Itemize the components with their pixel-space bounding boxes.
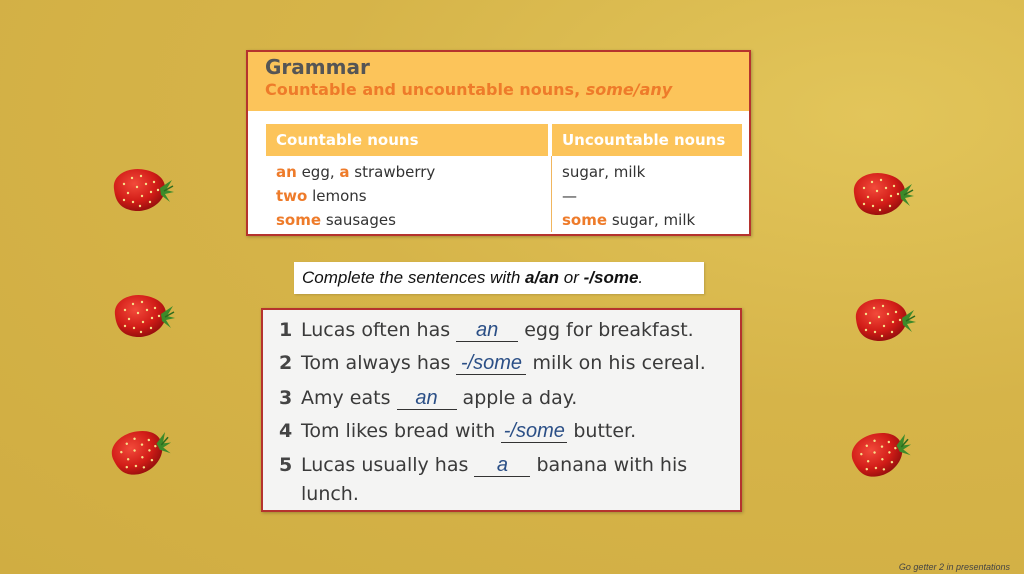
table-body-row [266,156,742,232]
countable-item [276,208,551,232]
grammar-title: Grammar [265,55,370,79]
instruction-part: Complete the sentences with [302,268,526,287]
noun-text: lemons [307,187,367,205]
quantifier-marker: some [562,211,608,229]
grammar-box [246,50,751,236]
strawberry-icon [108,162,174,216]
instruction-text [294,262,704,294]
sentence-text: egg for breakfast. [518,319,694,341]
answer-blank[interactable]: -/some [501,420,567,443]
sentence-text: butter. [567,420,637,442]
sentence-text: Amy eats [301,387,397,409]
uncountable-item: sugar, milk [562,163,646,181]
sentence-text: Tom likes bread with [301,420,502,442]
noun-text: strawberry [349,163,436,181]
exercise-item [279,386,577,410]
answer-blank[interactable]: -/some [456,352,526,375]
answer-blank[interactable]: a [474,454,530,477]
article-marker: a [339,163,350,181]
sentence-text: milk on his cereal. [526,352,706,374]
countable-item [276,160,551,184]
instruction-option: -/some [583,268,639,287]
nouns-table [266,124,742,232]
countable-item [276,184,551,208]
strawberry-icon [109,288,175,342]
exercise-item [279,419,636,443]
instruction-part: . [638,268,644,287]
countable-column [266,156,552,232]
sentence-text: banana with his [530,454,688,476]
noun-text: sausages [321,211,396,229]
sentence-text: Lucas often has [301,319,457,341]
answer-blank[interactable]: an [397,387,457,410]
uncountable-item: — [562,187,577,205]
exercise-item-continuation [279,482,359,506]
sentence-text: apple a day. [456,387,578,409]
item-number: 2 [279,352,293,374]
footer-credit: Go getter 2 in presentations [898,562,1010,572]
noun-text: egg, [296,163,340,181]
article-marker: an [276,163,297,181]
exercise-box [261,308,742,512]
noun-text: sugar, milk [607,211,696,229]
item-number: 4 [279,420,293,442]
sentence-text: lunch. [301,483,359,505]
exercise-item [279,318,694,342]
item-number: 5 [279,454,293,476]
answer-blank[interactable]: an [456,319,518,342]
instruction-option: a/an [525,268,560,287]
strawberry-icon [848,166,914,220]
uncountable-column [552,156,742,232]
item-number: 1 [279,319,293,341]
quantifier-marker: some [276,211,322,229]
exercise-item [279,351,706,375]
quantifier-marker: two [276,187,308,205]
table-header-row [266,124,742,156]
subtitle-italic: some/any [585,80,673,99]
header-countable: Countable nouns [266,124,548,156]
grammar-header [248,52,749,111]
instruction-part: or [559,268,584,287]
header-uncountable: Uncountable nouns [552,124,742,156]
exercise-item [279,453,687,477]
item-number: 3 [279,387,293,409]
uncountable-item [562,208,742,232]
grammar-subtitle [265,79,749,101]
subtitle-text: Countable and uncountable nouns, [265,80,586,99]
sentence-text: Tom always has [301,352,457,374]
sentence-text: Lucas usually has [301,454,475,476]
strawberry-icon [850,292,916,346]
